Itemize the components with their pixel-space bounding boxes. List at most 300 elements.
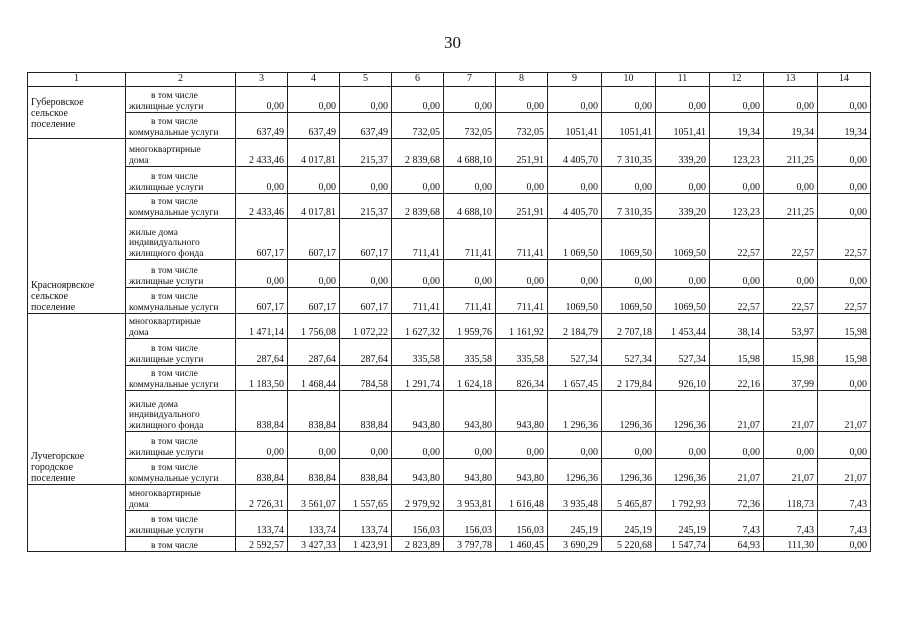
value-cell: 1 471,14 (236, 314, 288, 339)
value-cell: 711,41 (444, 288, 496, 314)
row-label-line: в том числе (151, 437, 198, 447)
value-cell: 2 839,68 (392, 139, 444, 167)
value-cell: 0,00 (764, 260, 818, 288)
value-cell: 5 465,87 (602, 485, 656, 511)
value-cell: 0,00 (656, 167, 710, 194)
value-cell: 7 310,35 (602, 194, 656, 219)
settlement-name (28, 314, 126, 485)
value-cell: 0,00 (340, 432, 392, 459)
value-cell: 1 468,44 (288, 366, 340, 391)
value-cell: 1 161,92 (496, 314, 548, 339)
value-cell: 607,17 (340, 288, 392, 314)
value-cell: 0,00 (602, 87, 656, 113)
value-cell: 0,00 (392, 260, 444, 288)
value-cell: 211,25 (764, 194, 818, 219)
value-cell: 3 935,48 (548, 485, 602, 511)
value-cell: 0,00 (818, 366, 871, 391)
value-cell: 22,57 (818, 288, 871, 314)
value-cell: 22,57 (818, 219, 871, 260)
value-cell: 4 688,10 (444, 194, 496, 219)
value-cell: 7,43 (710, 511, 764, 537)
value-cell: 0,00 (656, 87, 710, 113)
row-label-line: многоквартирные (129, 317, 201, 327)
value-cell: 3 690,29 (548, 537, 602, 552)
value-cell: 3 561,07 (288, 485, 340, 511)
value-cell: 1069,50 (602, 219, 656, 260)
value-cell: 15,98 (710, 339, 764, 366)
value-cell: 0,00 (496, 87, 548, 113)
value-cell: 0,00 (656, 260, 710, 288)
value-cell: 287,64 (340, 339, 392, 366)
value-cell: 2 707,18 (602, 314, 656, 339)
value-cell: 1296,36 (602, 391, 656, 432)
value-cell: 215,37 (340, 194, 392, 219)
value-cell: 21,07 (818, 391, 871, 432)
value-cell: 637,49 (340, 113, 392, 139)
value-cell: 607,17 (340, 219, 392, 260)
value-cell: 2 433,46 (236, 139, 288, 167)
value-cell: 4 688,10 (444, 139, 496, 167)
value-cell: 732,05 (444, 113, 496, 139)
value-cell: 2 823,89 (392, 537, 444, 552)
value-cell: 838,84 (340, 459, 392, 485)
value-cell: 784,58 (340, 366, 392, 391)
tariff-table (27, 72, 871, 552)
value-cell: 527,34 (548, 339, 602, 366)
settlement-name-line: сельское (31, 291, 68, 302)
value-cell: 335,58 (444, 339, 496, 366)
table-row (28, 194, 871, 219)
value-cell: 0,00 (710, 87, 764, 113)
value-cell: 21,07 (710, 459, 764, 485)
value-cell: 0,00 (548, 87, 602, 113)
value-cell: 0,00 (710, 432, 764, 459)
value-cell: 5 220,68 (602, 537, 656, 552)
value-cell: 22,57 (764, 288, 818, 314)
table-row (28, 167, 871, 194)
column-header: 1 (28, 73, 126, 87)
row-label (126, 366, 236, 391)
value-cell: 19,34 (818, 113, 871, 139)
value-cell: 0,00 (602, 167, 656, 194)
value-cell: 637,49 (288, 113, 340, 139)
value-cell: 943,80 (496, 391, 548, 432)
row-label (126, 339, 236, 366)
value-cell: 118,73 (764, 485, 818, 511)
value-cell: 0,00 (764, 87, 818, 113)
value-cell: 287,64 (288, 339, 340, 366)
row-label-line: жилые дома (129, 227, 178, 238)
value-cell: 1296,36 (602, 459, 656, 485)
value-cell: 156,03 (444, 511, 496, 537)
value-cell: 711,41 (496, 219, 548, 260)
value-cell: 1 453,44 (656, 314, 710, 339)
row-label-line: индивидуального (129, 238, 200, 248)
row-label-line: в том числе (151, 463, 198, 473)
settlement-name (28, 87, 126, 139)
row-label (126, 139, 236, 167)
value-cell: 0,00 (392, 87, 444, 113)
value-cell: 943,80 (444, 391, 496, 432)
row-label-line: в том числе (151, 117, 198, 127)
column-header: 12 (710, 73, 764, 87)
row-label-line: коммунальные услуги (129, 207, 219, 218)
value-cell: 22,57 (764, 219, 818, 260)
value-cell: 0,00 (496, 260, 548, 288)
value-cell: 1 460,45 (496, 537, 548, 552)
row-label (126, 167, 236, 194)
value-cell: 0,00 (340, 167, 392, 194)
value-cell: 0,00 (496, 167, 548, 194)
column-header: 7 (444, 73, 496, 87)
row-label (126, 260, 236, 288)
table-row (28, 537, 871, 552)
value-cell: 4 405,70 (548, 194, 602, 219)
page-number: 30 (444, 33, 461, 52)
value-cell: 637,49 (236, 113, 288, 139)
value-cell: 123,23 (710, 194, 764, 219)
settlement-name-line: Лучегорское (31, 451, 85, 462)
value-cell: 1 183,50 (236, 366, 288, 391)
value-cell: 0,00 (340, 87, 392, 113)
value-cell: 245,19 (548, 511, 602, 537)
value-cell: 2 979,92 (392, 485, 444, 511)
value-cell: 1069,50 (656, 288, 710, 314)
value-cell: 251,91 (496, 194, 548, 219)
value-cell: 0,00 (444, 167, 496, 194)
value-cell: 211,25 (764, 139, 818, 167)
value-cell: 1 557,65 (340, 485, 392, 511)
value-cell: 0,00 (710, 260, 764, 288)
row-label-line: в том числе (151, 515, 198, 525)
value-cell: 0,00 (764, 432, 818, 459)
settlement-name-line: поселение (31, 302, 76, 313)
value-cell: 1 291,74 (392, 366, 444, 391)
value-cell: 838,84 (236, 459, 288, 485)
value-cell: 0,00 (288, 167, 340, 194)
value-cell: 215,37 (340, 139, 392, 167)
value-cell: 1 657,45 (548, 366, 602, 391)
value-cell: 1 423,91 (340, 537, 392, 552)
value-cell: 7,43 (818, 485, 871, 511)
value-cell: 1 624,18 (444, 366, 496, 391)
value-cell: 0,00 (602, 260, 656, 288)
value-cell: 1 792,93 (656, 485, 710, 511)
value-cell: 1069,50 (602, 288, 656, 314)
value-cell: 1069,50 (656, 219, 710, 260)
value-cell: 22,57 (710, 219, 764, 260)
column-header: 2 (126, 73, 236, 87)
settlement-name-line: сельское (31, 108, 68, 119)
value-cell: 1051,41 (602, 113, 656, 139)
value-cell: 2 179,84 (602, 366, 656, 391)
value-cell: 7,43 (764, 511, 818, 537)
value-cell: 1296,36 (548, 459, 602, 485)
value-cell: 527,34 (656, 339, 710, 366)
value-cell: 21,07 (818, 459, 871, 485)
value-cell: 7,43 (818, 511, 871, 537)
value-cell: 19,34 (710, 113, 764, 139)
value-cell: 1051,41 (548, 113, 602, 139)
value-cell: 711,41 (392, 288, 444, 314)
value-cell: 0,00 (818, 194, 871, 219)
row-label-line: в том числе (151, 172, 198, 182)
row-label (126, 194, 236, 219)
column-header: 4 (288, 73, 340, 87)
row-label-line: жилищные услуги (129, 276, 204, 287)
value-cell: 7 310,35 (602, 139, 656, 167)
value-cell: 251,91 (496, 139, 548, 167)
value-cell: 943,80 (496, 459, 548, 485)
value-cell: 22,16 (710, 366, 764, 391)
value-cell: 1 296,36 (548, 391, 602, 432)
value-cell: 0,00 (288, 432, 340, 459)
value-cell: 0,00 (602, 432, 656, 459)
row-label-line: дома (129, 155, 149, 166)
value-cell: 133,74 (236, 511, 288, 537)
row-label-line: в том числе (151, 197, 198, 207)
value-cell: 943,80 (392, 391, 444, 432)
row-label (126, 219, 236, 260)
value-cell: 0,00 (710, 167, 764, 194)
column-header: 14 (818, 73, 871, 87)
row-label (126, 87, 236, 113)
value-cell: 2 726,31 (236, 485, 288, 511)
row-label (126, 485, 236, 511)
row-label (126, 537, 236, 552)
row-label-line: коммунальные услуги (129, 302, 219, 313)
settlement-name (28, 485, 126, 552)
value-cell: 711,41 (444, 219, 496, 260)
value-cell: 1 072,22 (340, 314, 392, 339)
value-cell: 0,00 (764, 167, 818, 194)
value-cell: 2 592,57 (236, 537, 288, 552)
value-cell: 15,98 (818, 339, 871, 366)
settlement-name (28, 139, 126, 314)
column-header: 6 (392, 73, 444, 87)
column-header: 5 (340, 73, 392, 87)
value-cell: 838,84 (340, 391, 392, 432)
value-cell: 2 433,46 (236, 194, 288, 219)
value-cell: 21,07 (710, 391, 764, 432)
column-header: 8 (496, 73, 548, 87)
value-cell: 711,41 (496, 288, 548, 314)
column-header: 9 (548, 73, 602, 87)
value-cell: 0,00 (548, 260, 602, 288)
value-cell: 1 627,32 (392, 314, 444, 339)
table-row (28, 485, 871, 511)
row-label-line: в том числе (151, 344, 198, 354)
value-cell: 123,23 (710, 139, 764, 167)
row-label (126, 391, 236, 432)
value-cell: 4 017,81 (288, 139, 340, 167)
row-label-line: жилищные услуги (129, 525, 204, 536)
value-cell: 1069,50 (548, 288, 602, 314)
value-cell: 0,00 (656, 432, 710, 459)
value-cell: 711,41 (392, 219, 444, 260)
value-cell: 838,84 (288, 391, 340, 432)
table-row (28, 314, 871, 339)
row-label-line: жилищного фонда (129, 420, 204, 431)
value-cell: 1 756,08 (288, 314, 340, 339)
value-cell: 0,00 (340, 260, 392, 288)
row-label-line: коммунальные услуги (129, 127, 219, 138)
value-cell: 0,00 (444, 87, 496, 113)
value-cell: 0,00 (548, 432, 602, 459)
value-cell: 245,19 (656, 511, 710, 537)
settlement-name-line: Губеровское (31, 97, 84, 108)
row-label-line: коммунальные услуги (129, 473, 219, 484)
value-cell: 111,30 (764, 537, 818, 552)
table-row (28, 87, 871, 113)
column-header-row (28, 73, 871, 87)
row-label-line: жилищные услуги (129, 101, 204, 112)
value-cell: 0,00 (236, 432, 288, 459)
value-cell: 0,00 (288, 260, 340, 288)
row-label-line: в том числе (151, 369, 198, 379)
row-label (126, 314, 236, 339)
column-header: 10 (602, 73, 656, 87)
table-row (28, 288, 871, 314)
value-cell: 3 427,33 (288, 537, 340, 552)
table-row (28, 339, 871, 366)
value-cell: 335,58 (392, 339, 444, 366)
row-label-line: коммунальные услуги (129, 379, 219, 390)
value-cell: 607,17 (236, 288, 288, 314)
table-row (28, 260, 871, 288)
value-cell: 37,99 (764, 366, 818, 391)
row-label-line: дома (129, 327, 149, 338)
row-label-line: дома (129, 499, 149, 510)
row-label-line: жилищного фонда (129, 248, 204, 259)
value-cell: 339,20 (656, 194, 710, 219)
value-cell: 133,74 (288, 511, 340, 537)
value-cell: 838,84 (288, 459, 340, 485)
value-cell: 826,34 (496, 366, 548, 391)
table-row (28, 511, 871, 537)
value-cell: 0,00 (392, 432, 444, 459)
row-label-line: в том числе (151, 266, 198, 276)
row-label-line: жилищные услуги (129, 182, 204, 193)
value-cell: 53,97 (764, 314, 818, 339)
row-label-line: жилые дома (129, 399, 178, 410)
table-row (28, 139, 871, 167)
value-cell: 0,00 (818, 432, 871, 459)
value-cell: 527,34 (602, 339, 656, 366)
value-cell: 339,20 (656, 139, 710, 167)
value-cell: 287,64 (236, 339, 288, 366)
settlement-name-line: поселение (31, 119, 76, 130)
row-label (126, 511, 236, 537)
row-label-line: в том числе (151, 292, 198, 302)
value-cell: 22,57 (710, 288, 764, 314)
value-cell: 926,10 (656, 366, 710, 391)
value-cell: 15,98 (818, 314, 871, 339)
value-cell: 0,00 (236, 87, 288, 113)
column-header: 3 (236, 73, 288, 87)
table-row (28, 113, 871, 139)
row-label (126, 459, 236, 485)
table-row (28, 432, 871, 459)
value-cell: 0,00 (288, 87, 340, 113)
value-cell: 0,00 (548, 167, 602, 194)
settlement-name-line: поселение (31, 473, 76, 484)
settlement-name-line: Красноярвское (31, 280, 95, 291)
value-cell: 4 405,70 (548, 139, 602, 167)
value-cell: 1051,41 (656, 113, 710, 139)
value-cell: 607,17 (236, 219, 288, 260)
column-header: 13 (764, 73, 818, 87)
value-cell: 72,36 (710, 485, 764, 511)
value-cell: 0,00 (444, 432, 496, 459)
row-label-line: многоквартирные (129, 145, 201, 155)
value-cell: 732,05 (392, 113, 444, 139)
value-cell: 21,07 (764, 459, 818, 485)
value-cell: 0,00 (818, 167, 871, 194)
value-cell: 732,05 (496, 113, 548, 139)
table-row (28, 391, 871, 432)
value-cell: 607,17 (288, 288, 340, 314)
value-cell: 3 953,81 (444, 485, 496, 511)
value-cell: 3 797,78 (444, 537, 496, 552)
row-label-line: в том числе (151, 540, 198, 551)
row-label-line: жилищные услуги (129, 447, 204, 458)
value-cell: 607,17 (288, 219, 340, 260)
value-cell: 19,34 (764, 113, 818, 139)
table-row (28, 459, 871, 485)
value-cell: 0,00 (818, 139, 871, 167)
table-row (28, 219, 871, 260)
value-cell: 335,58 (496, 339, 548, 366)
value-cell: 0,00 (818, 87, 871, 113)
value-cell: 2 184,79 (548, 314, 602, 339)
value-cell: 1 069,50 (548, 219, 602, 260)
value-cell: 1 959,76 (444, 314, 496, 339)
value-cell: 156,03 (496, 511, 548, 537)
row-label (126, 432, 236, 459)
value-cell: 0,00 (818, 260, 871, 288)
value-cell: 0,00 (236, 260, 288, 288)
value-cell: 943,80 (392, 459, 444, 485)
value-cell: 1296,36 (656, 459, 710, 485)
value-cell: 15,98 (764, 339, 818, 366)
value-cell: 1 547,74 (656, 537, 710, 552)
row-label (126, 113, 236, 139)
row-label-line: многоквартирные (129, 489, 201, 499)
value-cell: 21,07 (764, 391, 818, 432)
value-cell: 0,00 (444, 260, 496, 288)
value-cell: 1 616,48 (496, 485, 548, 511)
row-label-line: жилищные услуги (129, 354, 204, 365)
table-body (28, 87, 871, 552)
row-label-line: в том числе (151, 91, 198, 101)
settlement-name-line: городское (31, 462, 74, 473)
value-cell: 156,03 (392, 511, 444, 537)
row-label-line: индивидуального (129, 410, 200, 420)
table-row (28, 366, 871, 391)
value-cell: 245,19 (602, 511, 656, 537)
value-cell: 1296,36 (656, 391, 710, 432)
value-cell: 4 017,81 (288, 194, 340, 219)
row-label (126, 288, 236, 314)
value-cell: 838,84 (236, 391, 288, 432)
value-cell: 0,00 (496, 432, 548, 459)
value-cell: 0,00 (818, 537, 871, 552)
value-cell: 2 839,68 (392, 194, 444, 219)
value-cell: 64,93 (710, 537, 764, 552)
value-cell: 133,74 (340, 511, 392, 537)
value-cell: 38,14 (710, 314, 764, 339)
